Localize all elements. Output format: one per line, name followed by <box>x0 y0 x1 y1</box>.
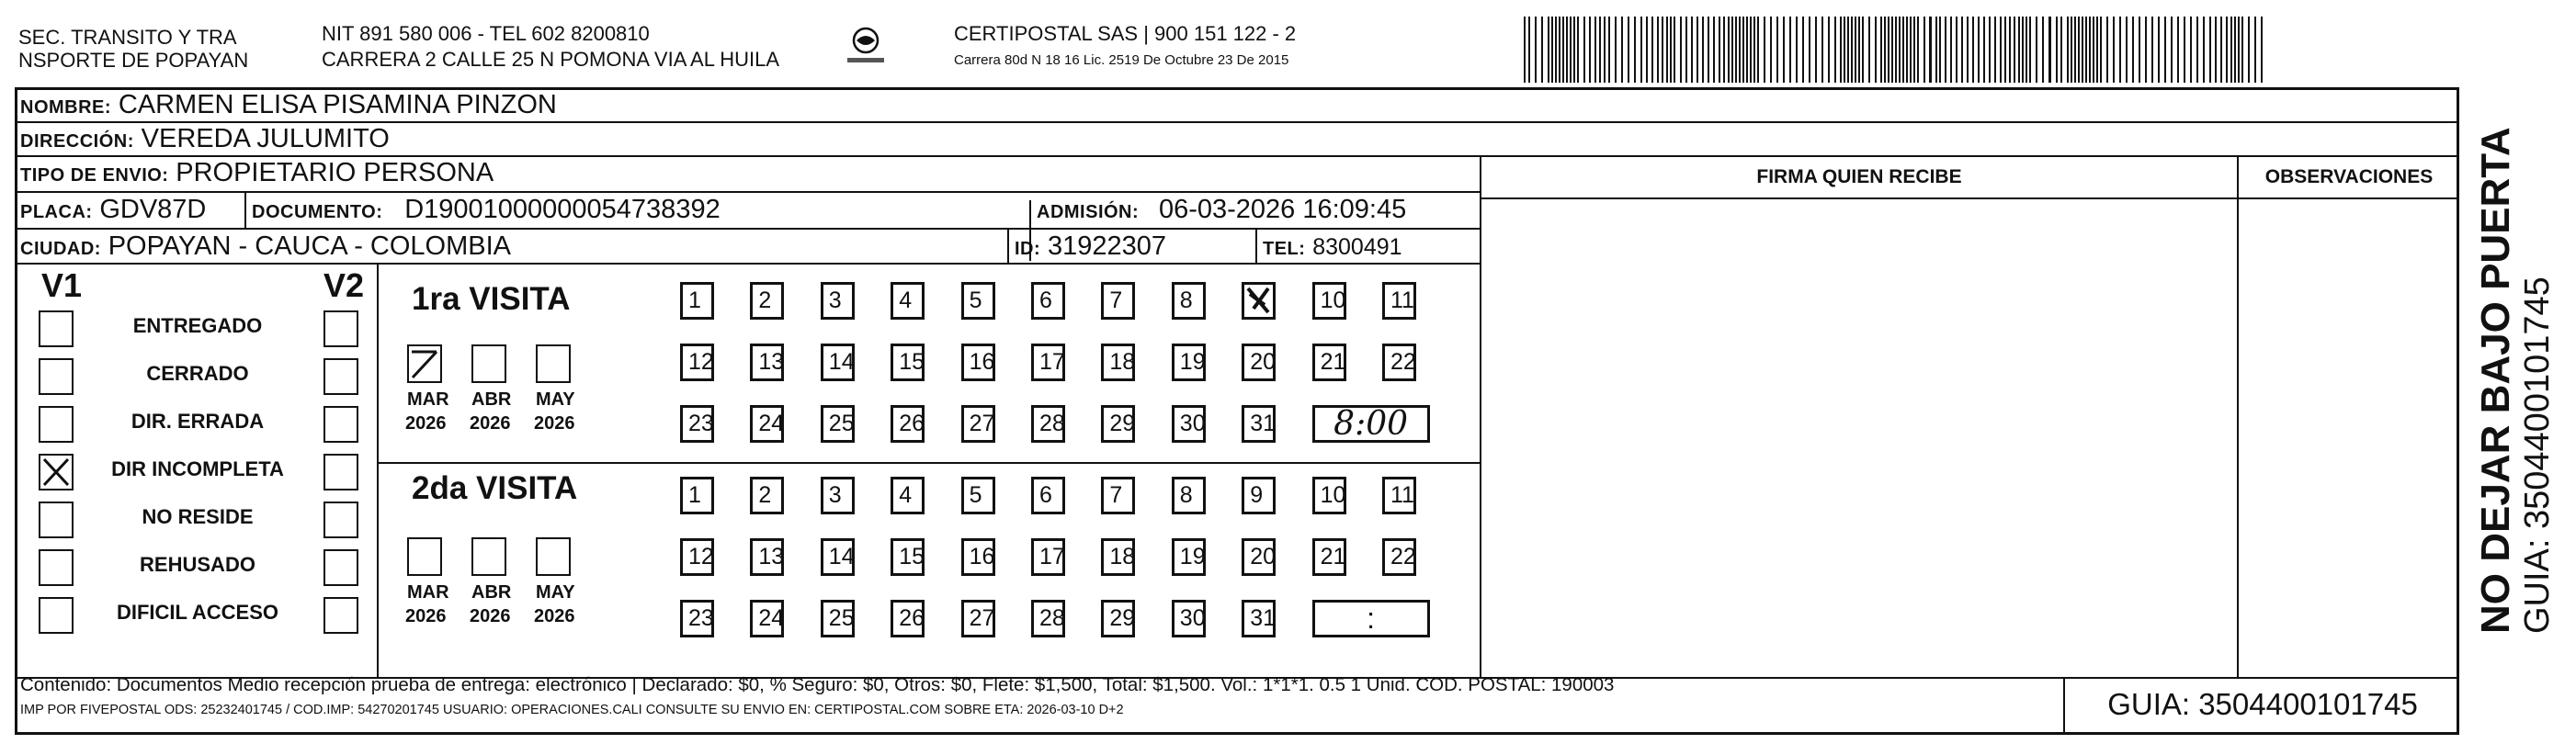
barcode-bar <box>1764 17 1765 83</box>
visit1-month-label: MAY <box>536 389 575 410</box>
barcode-bar <box>2060 17 2062 83</box>
status-label: REHUSADO <box>140 553 255 576</box>
visit1-day-box[interactable] <box>1242 282 1276 320</box>
visit1-day-box[interactable]: 14 <box>821 344 855 381</box>
sender-name-line1: SEC. TRANSITO Y TRA <box>18 26 237 49</box>
v2-checkbox[interactable] <box>323 597 358 634</box>
barcode-bar <box>2261 17 2263 83</box>
barcode-bar <box>1646 17 1648 83</box>
barcode-bar <box>1608 17 1610 83</box>
visit2-month-label: MAY <box>536 582 575 603</box>
status-label: DIFICIL ACCESO <box>116 601 278 624</box>
barcode-bar <box>2042 17 2044 83</box>
certipostal-logo-icon <box>844 24 888 68</box>
v1-checkbox[interactable] <box>39 597 74 634</box>
visit2-month-label: MAR <box>407 582 449 603</box>
visit2-day-box[interactable]: 4 <box>891 477 925 514</box>
barcode-bar <box>2230 17 2232 83</box>
barcode-bar <box>2158 17 2160 83</box>
admision-field <box>1037 193 1406 229</box>
barcode-bar <box>1559 17 1560 83</box>
visit1-day-box[interactable]: 19 <box>1172 344 1206 381</box>
barcode-bar <box>1929 17 1932 83</box>
barcode-bar <box>1776 17 1778 83</box>
barcode-bar <box>1719 17 1720 83</box>
barcode-bar <box>1961 17 1963 83</box>
barcode-bar <box>1868 17 1870 83</box>
barcode-bar <box>1548 17 1549 83</box>
barcode-bar <box>1902 17 1904 83</box>
barcode-bar <box>2238 17 2240 83</box>
barcode-bar <box>1809 17 1810 83</box>
barcode-bar <box>2196 17 2198 83</box>
v1-checkbox[interactable] <box>39 310 74 347</box>
barcode-bar <box>1770 17 1772 83</box>
visit2-month-label: ABR <box>471 582 512 603</box>
visit1-month-label: ABR <box>471 389 512 410</box>
barcode-bar <box>1834 17 1836 83</box>
visit1-year-label: 2026 <box>470 413 511 434</box>
barcode-bar <box>2220 17 2222 83</box>
barcode-bar <box>1666 17 1668 83</box>
barcode <box>1524 17 2268 83</box>
barcode-bar <box>1923 17 1925 83</box>
barcode-bar <box>1713 17 1715 83</box>
barcode-bar <box>2056 17 2058 83</box>
barcode-bar <box>1697 17 1698 83</box>
barcode-bar <box>1796 17 1798 83</box>
barcode-bar <box>1528 17 1530 83</box>
barcode-bar <box>1685 17 1687 83</box>
visit1-day-box[interactable]: 2 <box>750 282 784 320</box>
visit1-day-box[interactable]: 22 <box>1382 344 1416 381</box>
barcode-bar <box>1583 17 1585 83</box>
barcode-bar <box>1535 17 1537 83</box>
barcode-bar <box>1728 17 1730 83</box>
visit2-year-label: 2026 <box>534 606 575 626</box>
visit1-day-box[interactable]: 8 <box>1172 282 1206 320</box>
barcode-bar <box>1917 17 1919 83</box>
tipo-envio-value: PROPIETARIO PERSONA <box>176 158 494 187</box>
visit1-day-box[interactable]: 1 <box>680 282 714 320</box>
barcode-bar <box>2226 17 2228 83</box>
barcode-bar <box>1906 17 1908 83</box>
visit1-month-box[interactable] <box>471 344 506 383</box>
visit2-day-box[interactable]: 2 <box>750 477 784 514</box>
carrier-name: CERTIPOSTAL SAS | 900 151 122 - 2 <box>954 22 1297 45</box>
tipo-envio-label: TIPO DE ENVIO: <box>20 165 169 186</box>
barcode-bar <box>1895 17 1897 83</box>
barcode-bar <box>2100 17 2102 83</box>
placa-value: GDV87D <box>99 195 207 224</box>
placa-field <box>20 193 206 229</box>
barcode-bar <box>1983 17 1985 83</box>
barcode-bar <box>2171 17 2173 83</box>
visit2-day-box[interactable]: 27 <box>961 600 995 637</box>
barcode-bar <box>1702 17 1704 83</box>
visit2-day-box[interactable]: 22 <box>1382 538 1416 576</box>
barcode-bar <box>1753 17 1755 83</box>
barcode-bar <box>1742 17 1744 83</box>
barcode-bar <box>2018 17 2020 83</box>
visit2-title: 2da VISITA <box>412 470 578 506</box>
visit2-day-box[interactable]: 18 <box>1101 538 1135 576</box>
visit2-day-box[interactable]: 13 <box>750 538 784 576</box>
barcode-bar <box>2093 17 2094 83</box>
barcode-bar <box>1783 17 1785 83</box>
visit1-day-box[interactable]: 6 <box>1031 282 1065 320</box>
documento-field <box>252 193 721 229</box>
visit1-day-box[interactable]: 10 <box>1312 282 1346 320</box>
barcode-bar <box>2113 17 2115 83</box>
barcode-bar <box>1670 17 1672 83</box>
barcode-bar <box>1662 17 1663 83</box>
barcode-bar <box>1858 17 1860 83</box>
visit2-day-box[interactable]: 7 <box>1101 477 1135 514</box>
visit2-day-box[interactable]: 1 <box>680 477 714 514</box>
visit2-day-box[interactable]: 6 <box>1031 477 1065 514</box>
barcode-bar <box>1847 17 1849 83</box>
visit2-day-box[interactable]: 3 <box>821 477 855 514</box>
visit2-month-box[interactable] <box>471 537 506 576</box>
barcode-bar <box>1851 17 1853 83</box>
barcode-bar <box>1599 17 1601 83</box>
barcode-bar <box>2132 17 2134 83</box>
barcode-bar <box>2119 17 2121 83</box>
documento-label: DOCUMENTO: <box>252 202 383 222</box>
barcode-bar <box>2248 17 2250 83</box>
barcode-bar <box>2209 17 2211 83</box>
visit1-day-box[interactable]: 16 <box>961 344 995 381</box>
visit2-time-box[interactable]: : <box>1312 600 1430 637</box>
barcode-bar <box>1967 17 1969 83</box>
barcode-bar <box>2082 17 2083 83</box>
v2-header: V2 <box>323 266 365 304</box>
v1-checkbox[interactable] <box>39 454 74 490</box>
barcode-bar <box>1691 17 1693 83</box>
barcode-bar <box>2234 17 2236 83</box>
v1-checkbox[interactable] <box>39 406 74 443</box>
v1-header: V1 <box>41 266 83 304</box>
v1-checkbox[interactable] <box>39 549 74 586</box>
barcode-bar <box>1972 17 1974 83</box>
barcode-bar <box>1651 17 1653 83</box>
visit1-year-label: 2026 <box>534 413 575 434</box>
visit1-month-box[interactable] <box>536 344 571 383</box>
status-label: CERRADO <box>146 362 249 385</box>
direccion-label: DIRECCIÓN: <box>20 131 134 152</box>
guia-number: GUIA: 3504400101745 <box>2107 687 2418 721</box>
visit2-day-box[interactable]: 24 <box>750 600 784 637</box>
visit1-year-label: 2026 <box>405 413 447 434</box>
barcode-bar <box>1634 17 1636 83</box>
no-dejar-warning: NO DEJAR BAJO PUERTA <box>2473 127 2518 634</box>
visit2-day-box[interactable]: 28 <box>1031 600 1065 637</box>
v2-checkbox[interactable] <box>323 454 358 490</box>
barcode-bar <box>2009 17 2011 83</box>
visit1-day-box[interactable]: 31 <box>1242 405 1276 443</box>
visit2-day-box[interactable]: 9 <box>1242 477 1276 514</box>
barcode-bar <box>1551 17 1553 83</box>
v2-checkbox[interactable] <box>323 358 358 395</box>
direccion-field <box>20 122 390 158</box>
visit1-time-box[interactable]: 8:00 <box>1312 405 1430 443</box>
sender-name-line2: NSPORTE DE POPAYAN <box>18 49 249 72</box>
barcode-bar <box>1899 17 1901 83</box>
barcode-bar <box>1562 17 1564 83</box>
barcode-bar <box>2184 17 2185 83</box>
admision-value: 06-03-2026 16:09:45 <box>1158 195 1407 224</box>
visit1-day-box[interactable]: 17 <box>1031 344 1065 381</box>
barcode-bar <box>1789 17 1791 83</box>
id-field <box>1015 230 1166 265</box>
barcode-bar <box>1750 17 1752 83</box>
sender-address: CARRERA 2 CALLE 25 N POMONA VIA AL HUILA <box>322 48 780 71</box>
barcode-bar <box>2190 17 2192 83</box>
barcode-bar <box>2089 17 2091 83</box>
barcode-bar <box>1875 17 1877 83</box>
visit2-month-box[interactable] <box>407 537 442 576</box>
visit1-day-box[interactable]: 13 <box>750 344 784 381</box>
visit2-day-box[interactable]: 26 <box>891 600 925 637</box>
visit1-day-box[interactable]: 4 <box>891 282 925 320</box>
barcode-bar <box>1524 17 1526 83</box>
firma-column-header: FIRMA QUIEN RECIBE <box>1756 166 1962 187</box>
barcode-bar <box>1674 17 1675 83</box>
ciudad-label: CIUDAD: <box>20 239 101 259</box>
visit2-year-label: 2026 <box>470 606 511 626</box>
barcode-bar <box>1555 17 1557 83</box>
tel-value: 8300491 <box>1312 234 1402 260</box>
visit2-day-box[interactable]: 19 <box>1172 538 1206 576</box>
barcode-bar <box>1604 17 1606 83</box>
barcode-bar <box>2074 17 2076 83</box>
barcode-bar <box>2036 17 2037 83</box>
barcode-bar <box>2241 17 2243 83</box>
visit1-day-box[interactable]: 3 <box>821 282 855 320</box>
visit2-day-box[interactable]: 10 <box>1312 477 1346 514</box>
barcode-bar <box>1573 17 1575 83</box>
visit2-day-box[interactable]: 5 <box>961 477 995 514</box>
barcode-bar <box>2203 17 2205 83</box>
barcode-bar <box>1828 17 1830 83</box>
visit1-day-box[interactable]: 5 <box>961 282 995 320</box>
barcode-bar <box>1978 17 1980 83</box>
barcode-bar <box>1541 17 1543 83</box>
tipo-envio-field <box>20 156 494 192</box>
barcode-bar <box>1884 17 1886 83</box>
visit2-day-box[interactable]: 30 <box>1172 600 1206 637</box>
barcode-bar <box>1945 17 1946 83</box>
barcode-bar <box>1621 17 1623 83</box>
barcode-bar <box>1950 17 1952 83</box>
barcode-bar <box>1815 17 1817 83</box>
barcode-bar <box>1935 17 1937 83</box>
barcode-bar <box>1888 17 1889 83</box>
visit2-day-box[interactable]: 17 <box>1031 538 1065 576</box>
documento-value: D19001000000054738392 <box>404 195 721 224</box>
v2-checkbox[interactable] <box>323 310 358 347</box>
visit1-day-box[interactable]: 29 <box>1101 405 1135 443</box>
footer-contents: Contenido: Documentos Medio recepción prueba de entrega: electrónico | Declarado: $0, % Seguro: $0, Otros: $0, Flete: $1,500, Total: $1,500. Vol.: 1*1*1. 0.5 1 Unid. COD. POSTAL: 190003 <box>20 674 1615 695</box>
placa-label: PLACA: <box>20 202 93 222</box>
barcode-bar <box>2004 17 2006 83</box>
visit2-day-box[interactable]: 25 <box>821 600 855 637</box>
barcode-bar <box>1757 17 1759 83</box>
barcode-bar <box>2145 17 2147 83</box>
barcode-bar <box>1913 17 1915 83</box>
nombre-value: CARMEN ELISA PISAMINA PINZON <box>118 90 557 119</box>
status-label: DIR. ERRADA <box>131 410 265 433</box>
visit1-day-box[interactable]: 11 <box>1382 282 1416 320</box>
visit2-day-box[interactable]: 21 <box>1312 538 1346 576</box>
carrier-address: Carrera 80d N 18 16 Lic. 2519 De Octubre 23 De 2015 <box>954 52 1289 68</box>
side-guia: GUIA: 3504400101745 <box>2518 276 2557 634</box>
visit2-day-box[interactable]: 16 <box>961 538 995 576</box>
v1-checkbox[interactable] <box>39 358 74 395</box>
ciudad-value: POPAYAN - CAUCA - COLOMBIA <box>108 231 512 261</box>
visit2-day-box[interactable]: 14 <box>821 538 855 576</box>
visit2-day-box[interactable]: 12 <box>680 538 714 576</box>
barcode-bar <box>2096 17 2098 83</box>
barcode-bar <box>1994 17 1996 83</box>
barcode-bar <box>2151 17 2153 83</box>
visit2-day-box[interactable]: 20 <box>1242 538 1276 576</box>
visit2-day-box[interactable]: 11 <box>1382 477 1416 514</box>
v2-checkbox[interactable] <box>323 502 358 538</box>
barcode-bar <box>2254 17 2256 83</box>
visit1-day-box[interactable]: 24 <box>750 405 784 443</box>
barcode-bar <box>2106 17 2108 83</box>
barcode-bar <box>1844 17 1845 83</box>
barcode-bar <box>1615 17 1617 83</box>
direccion-value: VEREDA JULUMITO <box>141 124 390 153</box>
visit1-day-box[interactable]: 25 <box>821 405 855 443</box>
sender-nit: NIT 891 580 006 - TEL 602 8200810 <box>322 22 650 45</box>
visit1-day-box[interactable]: 7 <box>1101 282 1135 320</box>
visit1-day-box[interactable]: 21 <box>1312 344 1346 381</box>
barcode-bar <box>1628 17 1629 83</box>
barcode-bar <box>2048 17 2051 83</box>
barcode-bar <box>1862 17 1864 83</box>
barcode-bar <box>2164 17 2166 83</box>
v2-checkbox[interactable] <box>323 549 358 586</box>
barcode-bar <box>2014 17 2015 83</box>
visit2-day-box[interactable]: 8 <box>1172 477 1206 514</box>
barcode-bar <box>1956 17 1958 83</box>
barcode-bar <box>1657 17 1659 83</box>
barcode-bar <box>2126 17 2128 83</box>
barcode-bar <box>1570 17 1572 83</box>
visit1-month-label: MAR <box>407 389 449 410</box>
barcode-bar <box>1594 17 1596 83</box>
visit2-day-box[interactable]: 31 <box>1242 600 1276 637</box>
barcode-bar <box>2029 17 2031 83</box>
footer-print-info: IMP POR FIVEPOSTAL ODS: 25232401745 / COD.IMP: 54270201745 USUARIO: OPERACIONES.CALI CONSULTE SU ENVIO EN: CERTIPOSTAL.COM SOBRE ETA: 2026-03-10 D+2 <box>20 703 1124 717</box>
ciudad-field <box>20 230 511 265</box>
barcode-bar <box>1739 17 1741 83</box>
id-label: ID: <box>1015 239 1041 259</box>
observaciones-column-header: OBSERVACIONES <box>2264 166 2434 187</box>
visit1-day-box[interactable]: 30 <box>1172 405 1206 443</box>
barcode-bar <box>1880 17 1882 83</box>
barcode-bar <box>2071 17 2072 83</box>
barcode-bar <box>1802 17 1804 83</box>
barcode-bar <box>1731 17 1733 83</box>
visit1-day-box[interactable]: 15 <box>891 344 925 381</box>
visit1-day-box[interactable]: 18 <box>1101 344 1135 381</box>
visit1-day-box[interactable]: 20 <box>1242 344 1276 381</box>
barcode-bar <box>2026 17 2027 83</box>
barcode-bar <box>1640 17 1642 83</box>
barcode-bar <box>1577 17 1579 83</box>
v2-checkbox[interactable] <box>323 406 358 443</box>
visit1-day-box[interactable]: 23 <box>680 405 714 443</box>
barcode-bar <box>1708 17 1709 83</box>
visit1-day-box[interactable]: 27 <box>961 405 995 443</box>
visit2-month-box[interactable] <box>536 537 571 576</box>
visit1-day-box[interactable]: 12 <box>680 344 714 381</box>
visit2-day-box[interactable]: 15 <box>891 538 925 576</box>
visit2-year-label: 2026 <box>405 606 447 626</box>
id-value: 31922307 <box>1047 231 1166 261</box>
barcode-bar <box>2000 17 2002 83</box>
barcode-bar <box>2078 17 2080 83</box>
barcode-bar <box>2139 17 2140 83</box>
barcode-bar <box>2022 17 2024 83</box>
visit1-month-box[interactable] <box>407 344 442 383</box>
barcode-bar <box>1855 17 1856 83</box>
visit1-title: 1ra VISITA <box>412 281 571 317</box>
barcode-bar <box>1566 17 1568 83</box>
barcode-bar <box>1891 17 1893 83</box>
barcode-bar <box>1746 17 1748 83</box>
status-label: NO RESIDE <box>142 505 254 528</box>
nombre-field <box>20 88 557 124</box>
visit1-day-box[interactable]: 28 <box>1031 405 1065 443</box>
barcode-bar <box>1821 17 1823 83</box>
barcode-bar <box>1589 17 1591 83</box>
visit1-day-box[interactable]: 26 <box>891 405 925 443</box>
barcode-bar <box>1910 17 1912 83</box>
barcode-bar <box>1939 17 1941 83</box>
barcode-bar <box>1989 17 1991 83</box>
status-label: DIR INCOMPLETA <box>111 457 284 480</box>
admision-label: ADMISIÓN: <box>1037 202 1140 222</box>
barcode-bar <box>1680 17 1682 83</box>
v1-checkbox[interactable] <box>39 502 74 538</box>
tel-field <box>1263 230 1402 265</box>
status-label: ENTREGADO <box>132 314 263 337</box>
barcode-bar <box>2067 17 2069 83</box>
tel-label: TEL: <box>1263 239 1306 259</box>
barcode-bar <box>2085 17 2087 83</box>
visit2-day-box[interactable]: 29 <box>1101 600 1135 637</box>
barcode-bar <box>1735 17 1737 83</box>
nombre-label: NOMBRE: <box>20 97 112 118</box>
barcode-bar <box>1723 17 1725 83</box>
barcode-bar <box>2215 17 2217 83</box>
barcode-bar <box>1840 17 1842 83</box>
visit2-day-box[interactable]: 23 <box>680 600 714 637</box>
barcode-bar <box>2177 17 2179 83</box>
